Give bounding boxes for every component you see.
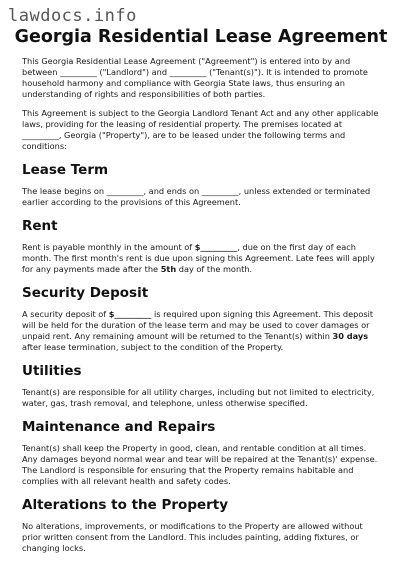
rent-text-1: Rent is payable monthly in the amount of [22, 242, 195, 252]
intro-paragraph-2: This Agreement is subject to the Georgia Landlord Tenant Act and any other applicable laws, providing for the leasing of residential property. The premises located at _________, Georgia ("Property"), are to be leased under the following terms and conditions: [22, 108, 379, 151]
section-heading-rent: Rent [22, 218, 58, 234]
section-heading-maintenance: Maintenance and Repairs [22, 419, 216, 435]
maintenance-paragraph: Tenant(s) shall keep the Property in good, clean, and rentable condition at all times. Any damages beyond normal wear and tear will be repaired at the Tenant(s)' expense. The Landlord is responsible for ensuring that the Property remains habitable and complies with all relevant health and safety codes. [22, 443, 378, 486]
security-deposit-paragraph [22, 309, 384, 353]
section-heading-security-deposit: Security Deposit [22, 285, 149, 301]
rent-paragraph [22, 242, 384, 275]
document-title: Georgia Residential Lease Agreement [14, 27, 388, 47]
section-heading-lease-term: Lease Term [22, 162, 109, 178]
rent-late-day: 5th [160, 264, 177, 274]
rent-amount: $_________ [194, 242, 238, 252]
section-heading-utilities: Utilities [22, 363, 82, 379]
rent-text-2: , due on the first day of each month. The first month's rent is due upon signing this Agreement. Late fees will apply for any payments made after the [22, 242, 375, 274]
document-body [22, 56, 384, 562]
deposit-text-3: after lease termination, subject to the condition of the Property. [22, 342, 284, 352]
utilities-paragraph: Tenant(s) are responsible for all utility charges, including but not limited to electricity, water, gas, trash removal, and telephone, unless otherwise specified. [22, 387, 375, 408]
lease-term-paragraph: The lease begins on _________, and ends on _________, unless extended or terminated earlier according to the provisions of this Agreement. [22, 186, 371, 207]
deposit-text-2: is required upon signing this Agreement. This deposit will be held for the duration of the lease term and may be used to cover damages or unpaid rent. Any remaining amount will be returned to the Tenant(s) within [22, 309, 374, 341]
alterations-paragraph: No alterations, improvements, or modifications to the Property are allowed without prior written consent from the Landlord. This includes painting, adding fixtures, or changing locks. [22, 521, 363, 553]
deposit-text-1: A security deposit of [22, 309, 109, 319]
deposit-amount: $_________ [108, 309, 152, 319]
intro-paragraph-1: This Georgia Residential Lease Agreement ("Agreement") is entered into by and between _________ ("Landlord") and _________ ("Tenant(s)"). It is intended to promote household harmony and compliance with Georgia State laws, thus ensuring an understanding of rights and responsibilities of both parties. [22, 56, 368, 99]
site-name[interactable]: lawdocs.info [8, 6, 137, 26]
deposit-days: 30 days [332, 331, 369, 341]
section-heading-alterations: Alterations to the Property [22, 497, 229, 513]
rent-text-3: day of the month. [176, 264, 253, 274]
